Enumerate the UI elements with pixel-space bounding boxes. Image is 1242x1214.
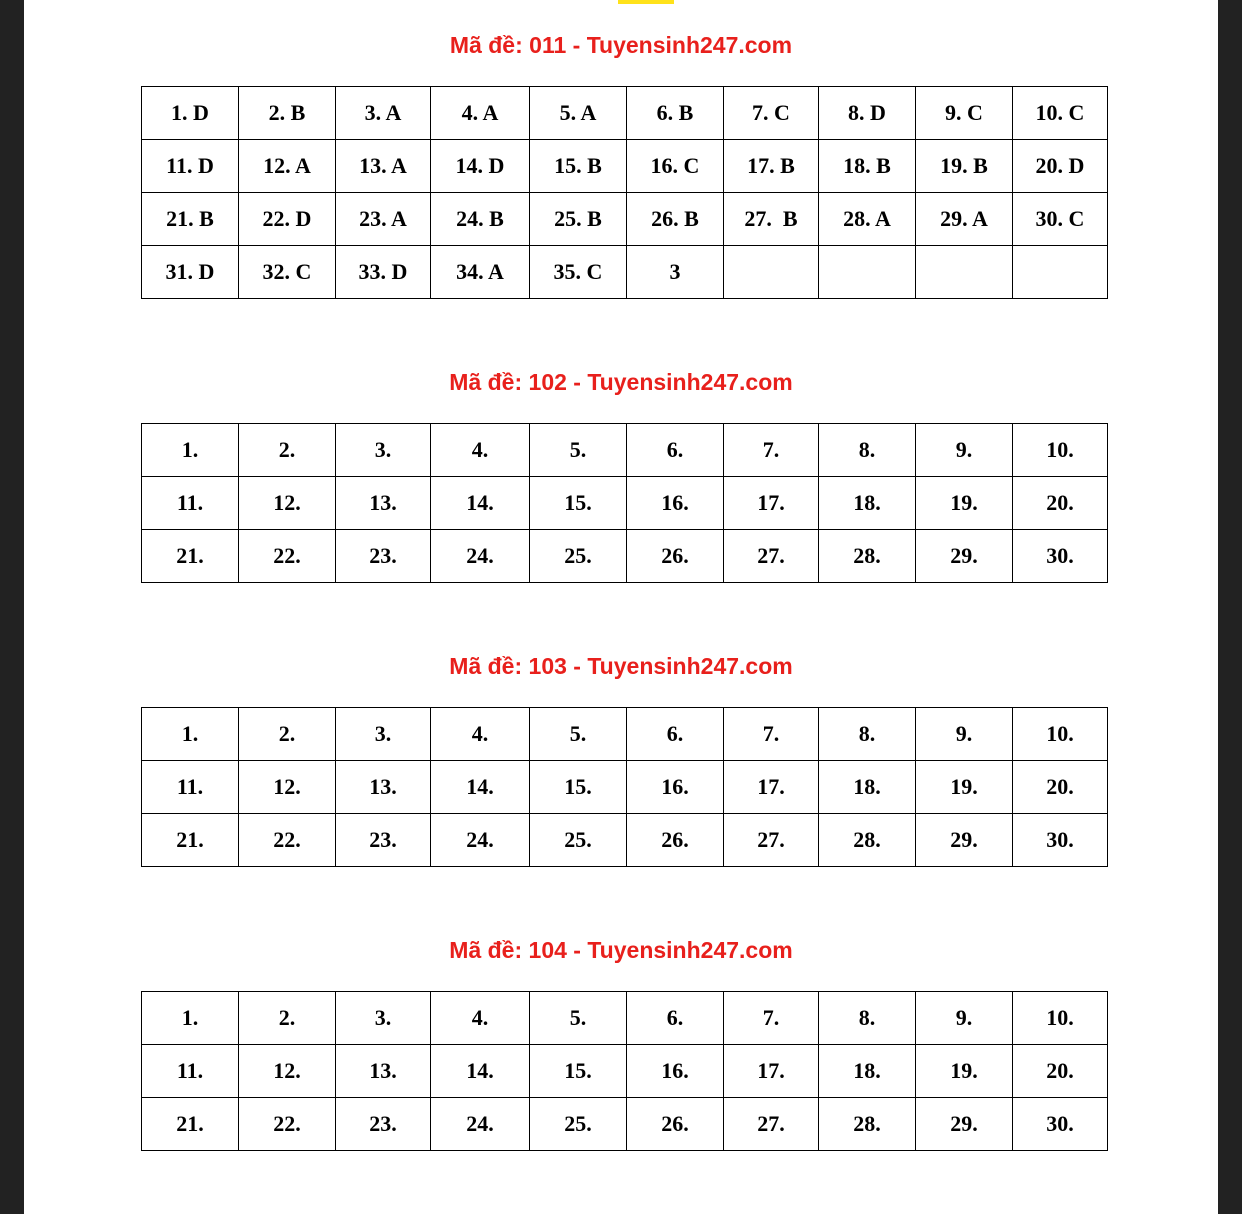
answer-cell: 12. [239, 1045, 336, 1098]
answer-cell: 30. C [1013, 193, 1108, 246]
answer-cell: 19. [916, 1045, 1013, 1098]
answer-cell: 16. C [627, 140, 724, 193]
table-row [142, 477, 1108, 530]
answer-cell: 23. [336, 530, 431, 583]
answer-cell: 21. [142, 530, 239, 583]
answer-cell: 17. [724, 1045, 819, 1098]
section-title-011: Mã đề: 011 - Tuyensinh247.com [449, 32, 793, 58]
answer-cell: 28. [819, 1098, 916, 1151]
answer-cell: 14. [431, 477, 530, 530]
answer-cell: 22. [239, 1098, 336, 1151]
answer-cell: 28. [819, 530, 916, 583]
answer-cell: 4. A [431, 87, 530, 140]
answer-cell: 26. [627, 530, 724, 583]
table-row [142, 424, 1108, 477]
answer-cell: 17. [724, 477, 819, 530]
answer-cell: 27. [724, 530, 819, 583]
table-row [142, 814, 1108, 867]
answer-cell: 23. A [336, 193, 431, 246]
answer-cell: 17. [724, 761, 819, 814]
answer-cell: 23. [336, 1098, 431, 1151]
answer-cell: 14. [431, 761, 530, 814]
answer-cell: 16. [627, 761, 724, 814]
answer-cell: 11. [142, 1045, 239, 1098]
answer-cell: 25. B [530, 193, 627, 246]
answer-cell: 3. [336, 992, 431, 1045]
answer-cell: 20. [1013, 1045, 1108, 1098]
answer-cell: 11. D [142, 140, 239, 193]
answer-cell: 29. [916, 1098, 1013, 1151]
answer-cell: 7. [724, 424, 819, 477]
section-title-102: Mã đề: 102 - Tuyensinh247.com [449, 369, 793, 395]
answer-cell: 4. [431, 708, 530, 761]
answer-cell: 6. B [627, 87, 724, 140]
table-row [142, 1098, 1108, 1151]
answer-cell: 27. [724, 1098, 819, 1151]
answer-cell: 15. [530, 761, 627, 814]
answer-cell: 8. [819, 992, 916, 1045]
table-row [142, 193, 1108, 246]
answer-cell: 11. [142, 477, 239, 530]
table-row [142, 708, 1108, 761]
answer-cell: 1. D [142, 87, 239, 140]
answer-cell: 15. [530, 477, 627, 530]
answer-cell: 2. [239, 708, 336, 761]
answer-cell: 16. [627, 477, 724, 530]
answer-cell: 29. [916, 814, 1013, 867]
answer-cell: 15. [530, 1045, 627, 1098]
table-row [142, 992, 1108, 1045]
answer-cell: 24. B [431, 193, 530, 246]
answer-cell: 1. [142, 708, 239, 761]
answer-cell: 21. [142, 1098, 239, 1151]
answer-cell: 28. A [819, 193, 916, 246]
answer-cell: 13. [336, 477, 431, 530]
answer-cell: 18. [819, 761, 916, 814]
answer-cell: 26. [627, 1098, 724, 1151]
answer-cell: 8. [819, 424, 916, 477]
answer-cell: 1. [142, 992, 239, 1045]
answer-cell: 2. [239, 424, 336, 477]
answer-cell: 9. C [916, 87, 1013, 140]
answer-cell: 2. B [239, 87, 336, 140]
answer-cell: 19. [916, 761, 1013, 814]
answer-cell: 10. [1013, 424, 1108, 477]
answer-cell: 8. D [819, 87, 916, 140]
answer-cell: 21. [142, 814, 239, 867]
answer-cell: 12. [239, 477, 336, 530]
answer-cell [819, 246, 916, 299]
answer-cell: 13. [336, 1045, 431, 1098]
answer-cell [724, 246, 819, 299]
answer-cell: 3 [627, 246, 724, 299]
answer-cell: 21. B [142, 193, 239, 246]
answer-table-103 [141, 707, 1108, 867]
answer-table-011 [141, 86, 1108, 299]
table-row [142, 761, 1108, 814]
answer-cell: 20. D [1013, 140, 1108, 193]
table-row [142, 1045, 1108, 1098]
answer-cell: 25. [530, 530, 627, 583]
answer-cell: 31. D [142, 246, 239, 299]
answer-cell: 24. [431, 1098, 530, 1151]
answer-cell: 5. [530, 992, 627, 1045]
answer-cell: 10. C [1013, 87, 1108, 140]
answer-cell: 4. [431, 992, 530, 1045]
answer-cell: 6. [627, 708, 724, 761]
answer-cell: 28. [819, 814, 916, 867]
answer-cell: 30. [1013, 1098, 1108, 1151]
answer-cell: 3. [336, 708, 431, 761]
answer-cell: 16. [627, 1045, 724, 1098]
answer-cell: 5. [530, 424, 627, 477]
answer-cell: 22. [239, 814, 336, 867]
answer-cell: 25. [530, 1098, 627, 1151]
answer-cell: 3. A [336, 87, 431, 140]
answer-cell: 5. [530, 708, 627, 761]
answer-cell: 2. [239, 992, 336, 1045]
answer-cell: 20. [1013, 761, 1108, 814]
answer-cell: 11. [142, 761, 239, 814]
highlight-mark [618, 0, 674, 4]
answer-cell: 24. [431, 530, 530, 583]
answer-cell: 7. [724, 708, 819, 761]
answer-table-102 [141, 423, 1108, 583]
answer-cell: 4. [431, 424, 530, 477]
section-title-103: Mã đề: 103 - Tuyensinh247.com [449, 653, 793, 679]
table-row [142, 246, 1108, 299]
answer-cell: 18. B [819, 140, 916, 193]
answer-cell: 10. [1013, 708, 1108, 761]
answer-cell: 27. B [724, 193, 819, 246]
answer-cell: 22. [239, 530, 336, 583]
answer-cell: 29. A [916, 193, 1013, 246]
answer-cell [916, 246, 1013, 299]
answer-cell: 14. [431, 1045, 530, 1098]
table-row [142, 530, 1108, 583]
answer-cell: 13. [336, 761, 431, 814]
table-row [142, 87, 1108, 140]
answer-table-104 [141, 991, 1108, 1151]
answer-cell: 33. D [336, 246, 431, 299]
answer-cell: 8. [819, 708, 916, 761]
answer-cell: 12. [239, 761, 336, 814]
answer-cell: 35. C [530, 246, 627, 299]
answer-cell: 30. [1013, 814, 1108, 867]
answer-cell: 17. B [724, 140, 819, 193]
answer-cell: 6. [627, 424, 724, 477]
answer-cell: 7. [724, 992, 819, 1045]
answer-cell: 20. [1013, 477, 1108, 530]
answer-cell: 3. [336, 424, 431, 477]
answer-cell: 9. [916, 992, 1013, 1045]
answer-cell: 25. [530, 814, 627, 867]
answer-cell: 6. [627, 992, 724, 1045]
answer-cell: 26. B [627, 193, 724, 246]
answer-cell: 30. [1013, 530, 1108, 583]
answer-cell: 27. [724, 814, 819, 867]
answer-cell: 9. [916, 708, 1013, 761]
answer-cell: 9. [916, 424, 1013, 477]
answer-cell: 5. A [530, 87, 627, 140]
answer-cell: 19. [916, 477, 1013, 530]
answer-cell: 18. [819, 1045, 916, 1098]
answer-cell: 24. [431, 814, 530, 867]
table-row [142, 140, 1108, 193]
answer-cell: 14. D [431, 140, 530, 193]
answer-cell: 12. A [239, 140, 336, 193]
answer-cell: 22. D [239, 193, 336, 246]
answer-cell: 32. C [239, 246, 336, 299]
answer-cell: 23. [336, 814, 431, 867]
answer-cell [1013, 246, 1108, 299]
answer-cell: 18. [819, 477, 916, 530]
answer-cell: 7. C [724, 87, 819, 140]
answer-cell: 13. A [336, 140, 431, 193]
answer-cell: 34. A [431, 246, 530, 299]
answer-cell: 19. B [916, 140, 1013, 193]
section-title-104: Mã đề: 104 - Tuyensinh247.com [449, 937, 793, 963]
answer-cell: 10. [1013, 992, 1108, 1045]
answer-cell: 1. [142, 424, 239, 477]
answer-cell: 29. [916, 530, 1013, 583]
answer-cell: 26. [627, 814, 724, 867]
answer-cell: 15. B [530, 140, 627, 193]
